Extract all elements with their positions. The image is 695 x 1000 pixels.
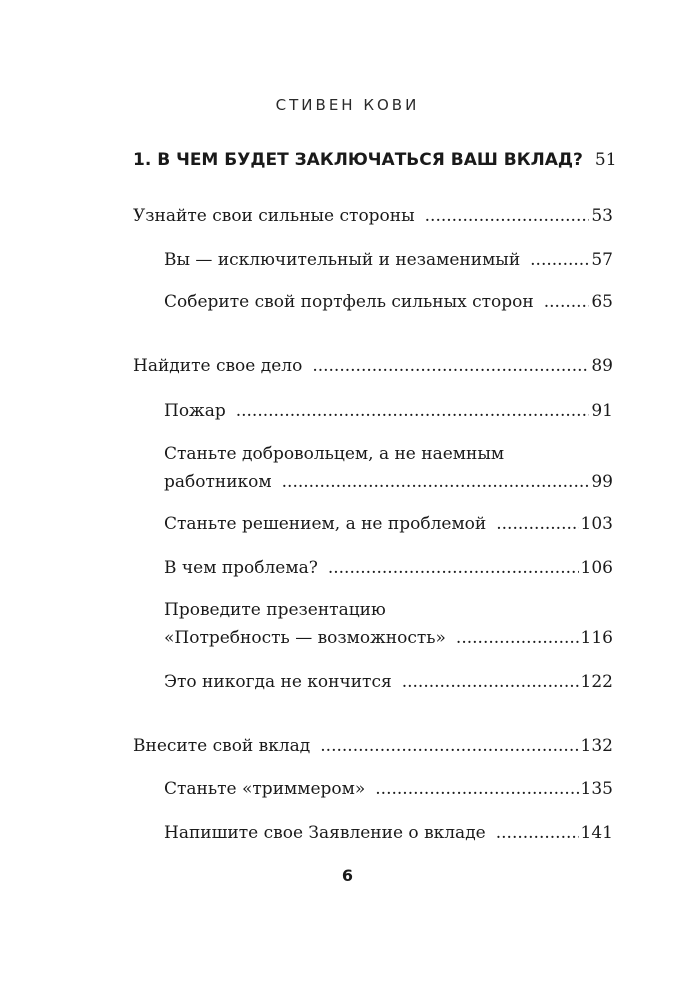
toc-dot-leader [402, 672, 579, 692]
toc-subsection-entry[interactable] [164, 628, 613, 648]
toc-page-number: 57 [591, 250, 613, 270]
toc-dot-leader [496, 823, 579, 843]
toc-subsection-entry[interactable] [164, 250, 613, 270]
toc-chapter-entry[interactable] [133, 150, 617, 170]
toc-page-number: 116 [580, 628, 613, 648]
toc-dot-leader [496, 514, 578, 534]
toc-entry-title: В чем проблема? [164, 558, 318, 578]
toc-dot-leader [312, 356, 589, 376]
toc-section-entry[interactable] [133, 356, 613, 376]
toc-subsection-entry[interactable] [164, 779, 613, 799]
toc-page-number: 53 [591, 206, 613, 226]
toc-page-number: 91 [591, 401, 613, 421]
toc-section-entry[interactable] [133, 206, 613, 226]
toc-dot-leader [320, 736, 578, 756]
toc-page-number: 89 [591, 356, 613, 376]
toc-entry-title: Напишите свое Заявление о вкладе [164, 823, 486, 843]
toc-entry-title: Найдите свое дело [133, 356, 303, 376]
toc-subsection-entry[interactable] [164, 823, 613, 843]
running-head: СТИВЕН КОВИ [275, 96, 420, 114]
toc-subsection-entry[interactable] [164, 401, 613, 421]
toc-entry-title: работником [164, 472, 272, 492]
toc-section-entry[interactable] [133, 736, 613, 756]
toc-subsection-entry[interactable] [164, 672, 613, 692]
toc-dot-leader [530, 250, 589, 270]
toc-dot-leader [375, 779, 578, 799]
toc-subsection-entry[interactable] [164, 472, 613, 492]
toc-entry-title: «Потребность — возможность» [164, 628, 446, 648]
toc-page-number: 132 [580, 736, 613, 756]
toc-entry-title: Вы — исключительный и незаменимый [164, 250, 521, 270]
toc-entry-title: Соберите свой портфель сильных сторон [164, 292, 534, 312]
toc-page-number: 122 [580, 672, 613, 692]
toc-entry-title: Узнайте свои сильные стороны [133, 206, 415, 226]
toc-chapter-title: 1. В ЧЕМ БУДЕТ ЗАКЛЮЧАТЬСЯ ВАШ ВКЛАД? [133, 150, 583, 170]
toc-dot-leader [236, 401, 590, 421]
toc-page-number: 135 [580, 779, 613, 799]
toc-entry-title: Станьте решением, а не проблемой [164, 514, 487, 534]
toc-entry-title: Пожар [164, 401, 226, 421]
toc-page-number: 106 [580, 558, 613, 578]
toc-entry-title: Это никогда не кончится [164, 672, 392, 692]
toc-dot-leader [425, 206, 590, 226]
toc-page-number: 65 [591, 292, 613, 312]
toc-dot-leader [544, 292, 590, 312]
toc-page-number: 51 [594, 150, 617, 170]
toc-subsection-entry[interactable] [164, 292, 613, 312]
toc-dot-leader [456, 628, 579, 648]
toc-entry-title: Станьте «триммером» [164, 779, 366, 799]
toc-subsection-entry[interactable] [164, 558, 613, 578]
toc-page-number: 141 [580, 823, 613, 843]
toc-entry-title: Внесите свой вклад [133, 736, 311, 756]
toc-dot-leader [282, 472, 590, 492]
toc-page-number: 103 [580, 514, 613, 534]
page-number: 6 [341, 866, 354, 885]
toc-entry-title-line1[interactable]: Проведите презентацию [164, 600, 386, 620]
toc-dot-leader [328, 558, 579, 578]
toc-entry-title-line1[interactable]: Станьте добровольцем, а не наемным [164, 444, 505, 464]
toc-page-number: 99 [591, 472, 613, 492]
toc-subsection-entry[interactable] [164, 514, 613, 534]
